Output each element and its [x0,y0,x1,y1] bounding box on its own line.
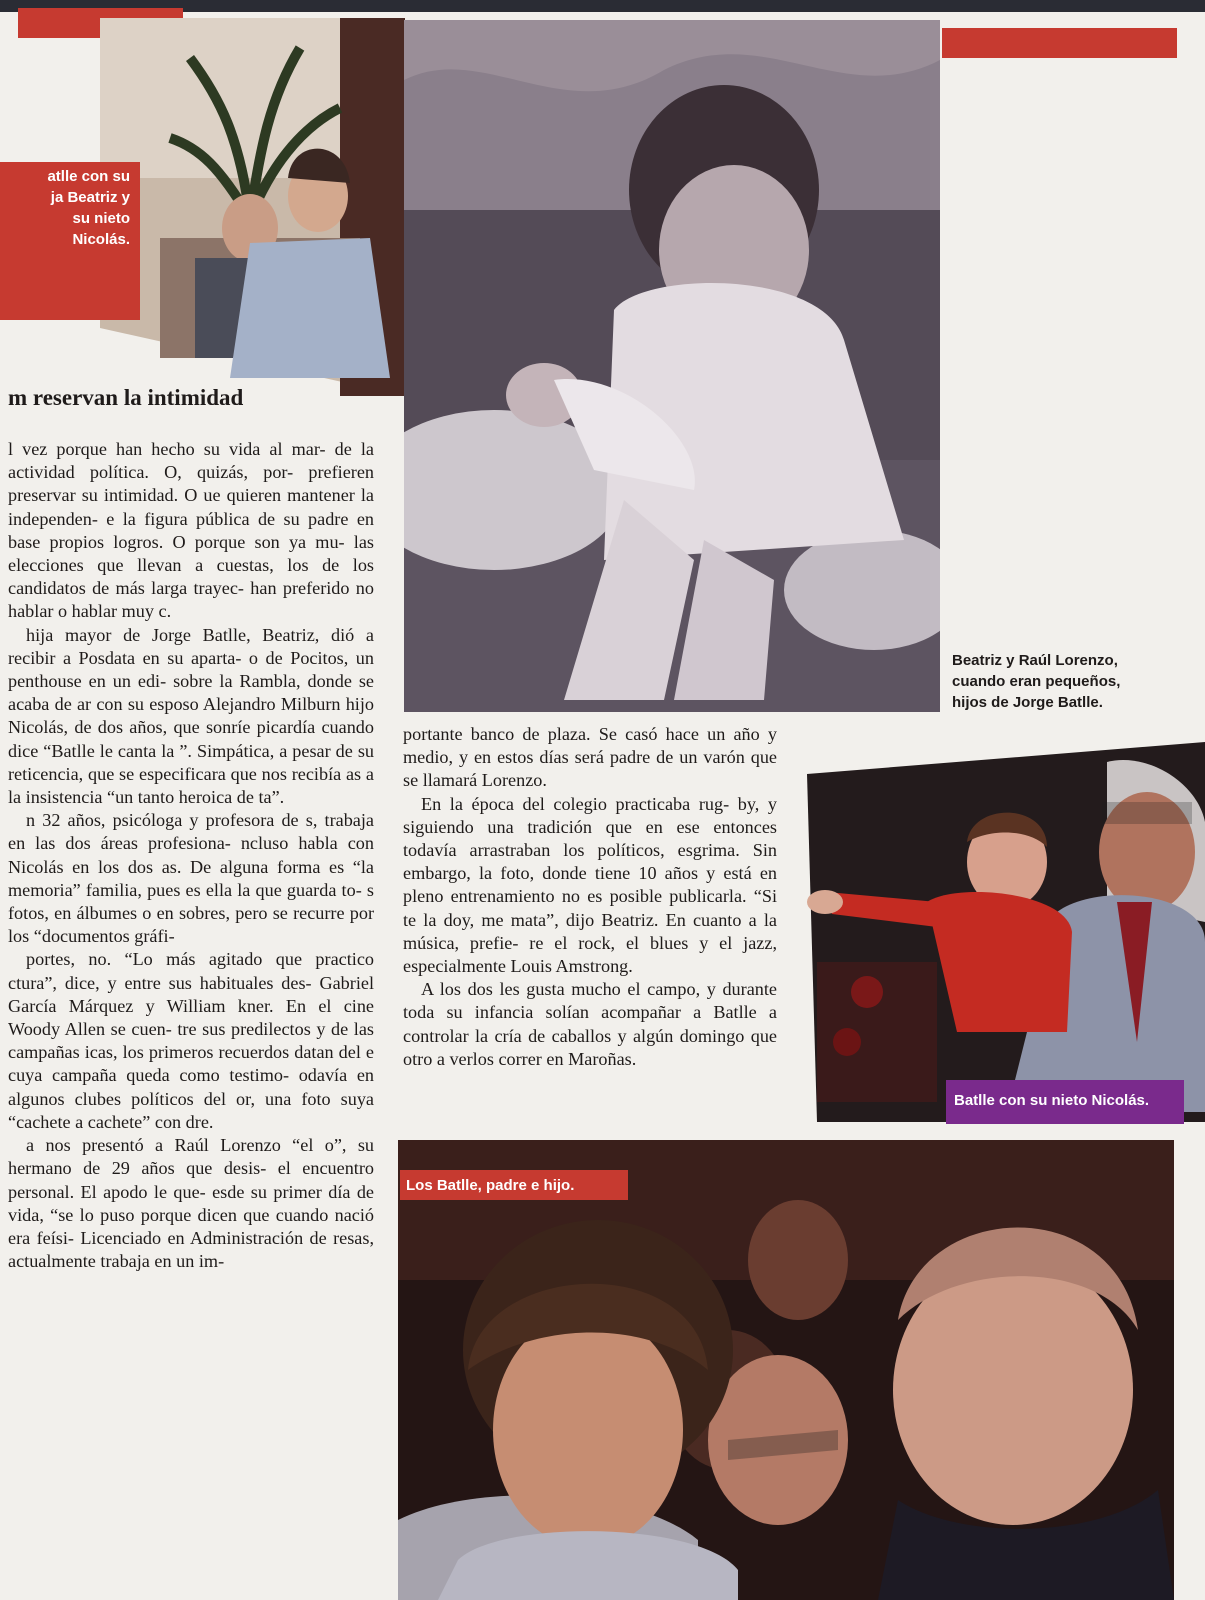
paragraph: portes, no. “Lo más agitado que practico ctura”, dice, y entre sus habituales des- Gabriel García Márquez y William kner. En el cine Woody Allen se cuen- tre sus predilectos y de las campañas icas, los primeros recuerdos datan del e cuya campaña queda como testimo- odavía en algunos clubes políticos del or, una foto suya “cachete a cachete” con dre. [8,949,374,1132]
red-accent-bar-right [942,28,1177,58]
paragraph: portante banco de plaza. Se casó hace un año y medio, y en estos días será padre de un varón que se llamará Lorenzo. [403,724,777,791]
paragraph: l vez porque han hecho su vida al mar- de la actividad política. O, quizás, por- prefieren preservar su intimidad. O ue quieren mantener la independen- e la figura pública de su padre en base propios logros. O porque son ya mu- las elecciones que llevan a cuestas, los de los candidatos de más larga trayec- han preferido no hablar o hablar muy c. [8,439,374,622]
article-middle-column [403,723,777,1071]
paragraph: hija mayor de Jorge Batlle, Beatriz, dió a recibir a Posdata en su aparta- o de Pocitos, un penthouse en un edi- sobre la Rambla, donde se acaba de ar con su esposo Alejandro Milburn hijo Nicolás, de dos años, que sonríe picardía cuando dice “Batlle le canta la ”. Simpática, a pesar de su reticencia, que se especificara que nos recibía as a la insistencia “un tanto heroica de ta”. [8,624,374,808]
article-left-column [8,438,374,1273]
photo-batlle-grandson [807,742,1205,1122]
photo-father-son [398,1140,1174,1600]
caption-grandson: Batlle con su nieto Nicolás. [946,1080,1184,1124]
caption-children: Beatriz y Raúl Lorenzo, cuando eran pequeños, hijos de Jorge Batlle. [952,652,1121,711]
paragraph: En la época del colegio practicaba rug- by, y siguiendo una tradición que en ese entonces todavía arrastraban los políticos, esgrima. Sin embargo, la foto, donde tiene 10 años y está en pleno entrenamiento no es posible publicarla. “Si te la doy, me mata”, dijo Beatriz. En cuanto a la música, prefie- re el rock, el blues y el jazz, especialmente Louis Amstrong. [403,793,777,977]
photo-batlle-daughter-grandson [100,18,405,396]
paragraph: A los dos les gusta mucho el campo, y durante toda su infancia solían acompañar a Batlle a controlar la cría de caballos y algún domingo que otro a verlos correr en Maroñas. [403,979,777,1069]
caption-top-left: atlle con su ja Beatriz y su nieto Nicolás. [0,162,140,320]
article-heading: m reservan la intimidad [8,385,244,410]
paragraph: a nos presentó a Raúl Lorenzo “el o”, su hermano de 29 años que desis- el encuentro personal. El apodo le que- esde su primer día de vida, “se lo puso porque dicen que cuando nació era feísi- Licenciado en Administración de resas, actualmente trabaja en un im- [8,1135,374,1272]
paragraph: n 32 años, psicóloga y profesora de s, trabaja en las dos áreas profesiona- ncluso habla con Nicolás en los dos as. De alguna forma es “la memoria” familia, pues es ella la que guarda to- s fotos, en álbumes o en sobres, pero se recurre por los “documentos gráfi- [8,810,374,947]
caption-father-son: Los Batlle, padre e hijo. [400,1170,628,1200]
photo-children-beatriz-raul [404,20,940,712]
